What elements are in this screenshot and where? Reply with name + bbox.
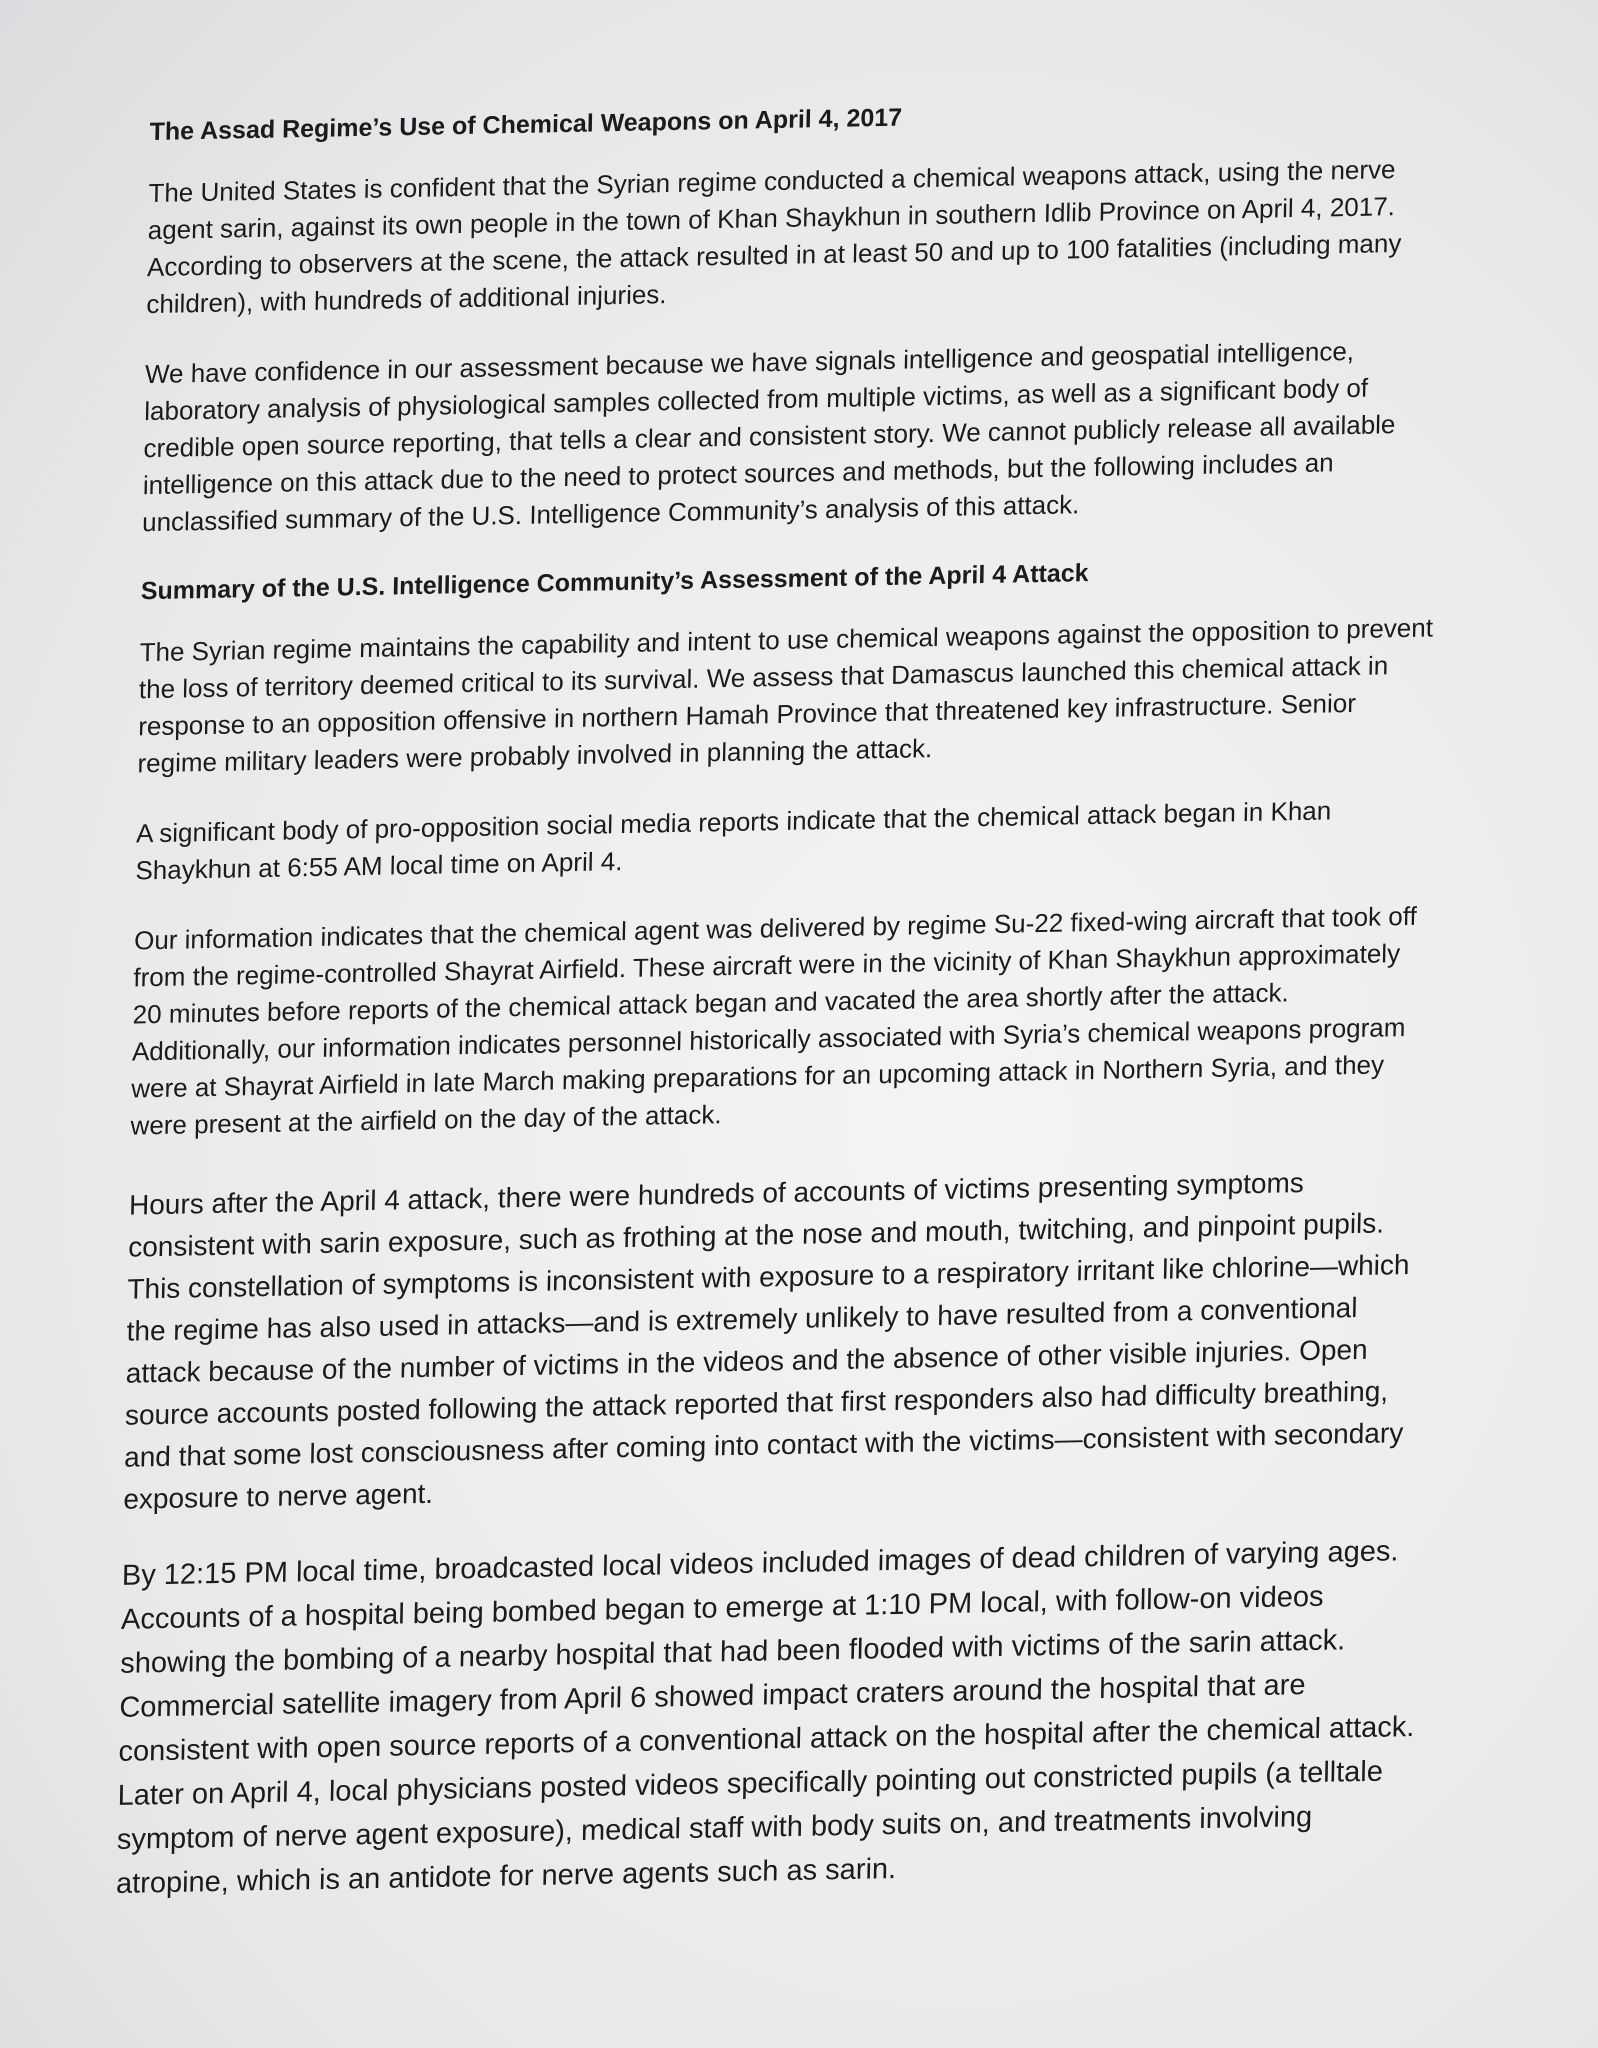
paragraph-victim-symptoms: Hours after the April 4 attack, there were hundreds of accounts of victims presenting symptoms consistent with sarin exposure, such as frothing at the nose and mouth, twitching, and pinpoint pupils. This constellation of symptoms is inconsistent with exposure to a respiratory irritant like chlorine—which the regime has also used in attacks—and is extremely unlikely to have resulted from a conventional attack because of the number of victims in the videos and the absence of other visible injuries. Open source accounts posted following the attack reported that first responders also had difficulty breathing, and that some lost consciousness after coming into contact with the victims—consistent with secondary exposure to nerve agent. <box>123 1167 1410 1515</box>
paragraph-regime-capability: The Syrian regime maintains the capability and intent to use chemical weapons against the opposition to prevent the loss of territory deemed critical to its survival. We assess that Damascus launched this chemical attack in response to an opposition offensive in northern Hamah Province that threatened key infrastructure. Senior regime military leaders were probably involved in planning the attack. <box>137 612 1434 779</box>
paragraph-videos-and-imagery: By 12:15 PM local time, broadcasted local videos included images of dead children of varying ages. Accounts of a hospital being bombed began to emerge at 1:10 PM local, with follow-on videos showing the bombing of a nearby hospital that had been flooded with victims of the sarin attack. Commercial satellite imagery from April 6 showed impact craters around the hospital that are consistent with open source reports of a conventional attack on the hospital after the chemical attack. Later on April 4, local physicians posted videos specifically pointing out constricted pupils (a telltale symptom of nerve agent exposure), medical staff with body suits on, and treatments involving atropine, which is an antidote for nerve agents such as sarin. <box>115 1535 1415 1900</box>
paragraph-confidence-statement: The United States is confident that the Syrian regime conducted a chemical weapons attack, using the nerve agent sarin, against its own people in the town of Khan Shaykhun in southern Idlib Province on April 4, 2017. According to observers at the scene, the attack resulted in at least 50 and up to 100 fatalities (including many children), with hundreds of additional injuries. <box>146 154 1402 320</box>
paragraph-assessment-basis: We have confidence in our assessment because we have signals intelligence and geospatial intelligence, laboratory analysis of physiological samples collected from multiple victims, as well as a significant body of credible open source reporting, that tells a clear and consistent story. We cannot publicly release all available intelligence on this attack due to the need to protect sources and methods, but the following includes an unclassified summary of the U.S. Intelligence Community’s analysis of this attack. <box>141 335 1396 538</box>
document-body <box>115 90 1460 1939</box>
document-heading-assad-regime: The Assad Regime’s Use of Chemical Weapons on April 4, 2017 <box>149 103 903 147</box>
section-heading-ic-summary: Summary of the U.S. Intelligence Community’s Assessment of the April 4 Attack <box>140 559 1089 606</box>
paragraph-aircraft-delivery: Our information indicates that the chemical agent was delivered by regime Su-22 fixed-wing aircraft that took off from the regime-controlled Shayrat Airfield. These aircraft were in the vicinity of Khan Shaykhun approximately 20 minutes before reports of the chemical attack began and vacated the area shortly after the attack. Additionally, our information indicates personnel historically associated with Syria’s chemical weapons program were at Shayrat Airfield in late March making preparations for an upcoming attack in Northern Syria, and they were present at the airfield on the day of the attack. <box>130 900 1418 1141</box>
paragraph-attack-timing: A significant body of pro-opposition social media reports indicate that the chemical attack began in Khan Shaykhun at 6:55 AM local time on April 4. <box>135 795 1332 886</box>
